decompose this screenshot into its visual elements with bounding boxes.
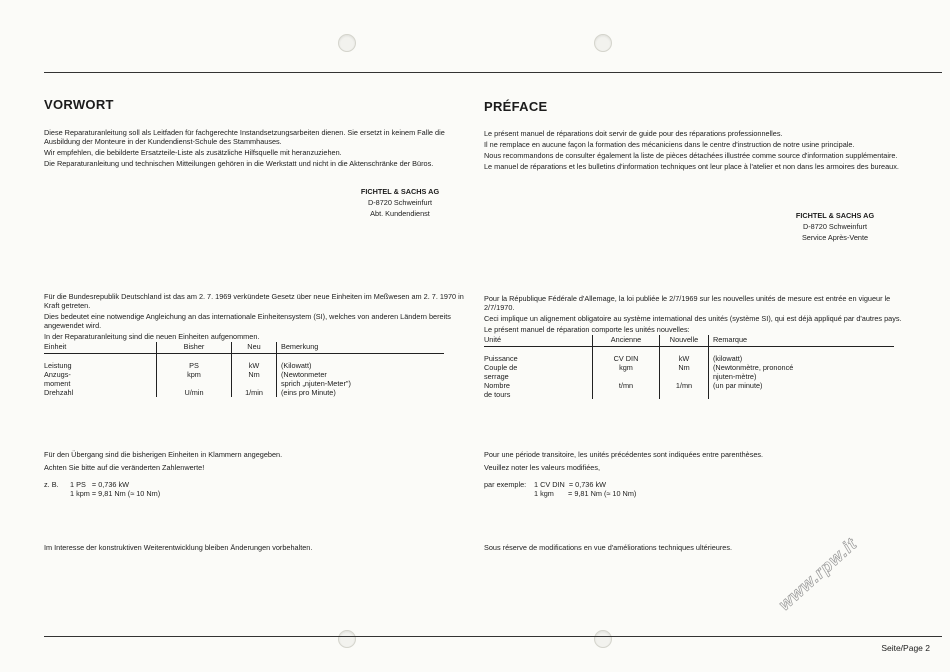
table-cell: Nm xyxy=(232,370,277,388)
transition-note: Veuillez noter les valeurs modifiées, xyxy=(484,463,600,472)
preface-paragraph: Diese Reparaturanleitung soll als Leitfaden für fachgerechte Instandsetzungsarbeiten dienen. Sie ersetzt in keinem Falle die Ausbildung der Monteure in der Kundendienst-Schule des Stammhauses. xyxy=(44,128,445,146)
table-header: Bisher xyxy=(157,342,232,354)
top-rule xyxy=(44,72,942,73)
table-cell: 1/min xyxy=(232,388,277,397)
preface-paragraph: Le manuel de réparations et les bulletins d'information techniques ont leur place à l'atelier et non dans les armoires des bureaux. xyxy=(484,162,899,171)
units-intro-paragraph: Dies bedeutet eine notwendige Angleichung an das internationale Einheitensystem (SI), welches von anderen Ländern bereits angewendet wird. xyxy=(44,312,451,330)
left-signature xyxy=(320,186,480,219)
binder-hole-bottom-left xyxy=(338,630,356,648)
table-header: Neu xyxy=(232,342,277,354)
table-cell: Couple de serrage xyxy=(484,363,518,381)
right-transition-section xyxy=(484,450,914,498)
table-cell: PS xyxy=(157,354,232,371)
units-table-fr xyxy=(484,335,894,399)
preface-paragraph: Le présent manuel de réparations doit servir de guide pour des réparations professionnelles. xyxy=(484,129,783,138)
binder-hole-top-right xyxy=(594,34,612,52)
bottom-rule xyxy=(44,636,942,637)
table-cell: kW xyxy=(660,347,709,364)
table-header: Bemerkung xyxy=(277,342,445,354)
right-column xyxy=(484,99,914,171)
page-number: Seite/Page 2 xyxy=(881,643,930,653)
preface-paragraph: Wir empfehlen, die bebilderte Ersatzteile-Liste als zusätzliche Hilfsquelle mit heranzuziehen. xyxy=(44,148,342,157)
company-name: FICHTEL & SACHS AG xyxy=(795,211,875,220)
company-name: FICHTEL & SACHS AG xyxy=(360,187,440,196)
example-block xyxy=(484,480,914,498)
table-row xyxy=(44,354,444,371)
company-address: D-8720 Schweinfurt xyxy=(367,198,433,207)
binder-hole-top-left xyxy=(338,34,356,52)
left-transition-section xyxy=(44,450,474,498)
table-cell: Anzugs- moment xyxy=(44,370,71,388)
left-column xyxy=(44,97,474,168)
right-footer-note: Sous réserve de modifications en vue d'améliorations techniques ultérieures. xyxy=(484,543,733,552)
transition-note: Pour une période transitoire, les unités précédentes sont indiquées entre parenthèses. xyxy=(484,450,764,459)
table-cell: kgm xyxy=(593,363,660,381)
table-header: Ancienne xyxy=(593,335,660,347)
preface-paragraph: Die Reparaturanleitung und technischen Mitteilungen gehören in die Werkstatt und nicht in die Aktenschränke der Büros. xyxy=(44,159,434,168)
right-units-section xyxy=(484,294,914,399)
table-cell: t/mn xyxy=(593,381,660,399)
example-block xyxy=(44,480,474,498)
watermark: www.rpw.it xyxy=(775,534,861,615)
units-intro-paragraph: Le présent manuel de réparation comporte les unités nouvelles: xyxy=(484,325,690,334)
units-intro-paragraph: In der Reparaturanleitung sind die neuen Einheiten aufgenommen. xyxy=(44,332,260,341)
preface-paragraph: Il ne remplace en aucune façon la formation des mécaniciens dans le centre d'instruction de notre usine principale. xyxy=(484,140,855,149)
units-intro-paragraph: Für die Bundesrepublik Deutschland ist das am 2. 7. 1969 verkündete Gesetz über neue Einheiten im Meßwesen am 2. 7. 1970 in Kraft getreten. xyxy=(44,292,464,310)
table-cell: (un par minute) xyxy=(709,381,895,399)
example-line: 1 CV DIN = 0,736 kW xyxy=(534,480,606,489)
table-header: Nouvelle xyxy=(660,335,709,347)
table-cell: Nombre de tours xyxy=(484,381,511,399)
table-row xyxy=(484,363,894,381)
units-table-de xyxy=(44,342,444,397)
heading-vorwort: VORWORT xyxy=(44,97,114,112)
left-units-section xyxy=(44,292,474,397)
table-header: Einheit xyxy=(44,342,157,354)
table-row xyxy=(44,388,444,397)
company-department: Service Après-Vente xyxy=(801,233,869,242)
example-label: par exemple: xyxy=(484,480,527,489)
transition-note: Achten Sie bitte auf die veränderten Zahlenwerte! xyxy=(44,463,205,472)
example-line: 1 kpm = 9,81 Nm (≈ 10 Nm) xyxy=(70,489,161,498)
example-line: 1 kgm = 9,81 Nm (≈ 10 Nm) xyxy=(534,489,637,498)
company-address: D-8720 Schweinfurt xyxy=(802,222,868,231)
table-cell: CV DIN xyxy=(593,347,660,364)
table-cell: Nm xyxy=(660,363,709,381)
heading-preface: PRÉFACE xyxy=(484,99,548,114)
table-header: Unité xyxy=(484,335,593,347)
example-label: z. B. xyxy=(44,480,59,489)
table-cell: U/min xyxy=(157,388,232,397)
table-cell: Puissance xyxy=(484,354,518,363)
binder-hole-bottom-right xyxy=(594,630,612,648)
table-cell: kpm xyxy=(157,370,232,388)
units-intro-paragraph: Pour la République Fédérale d'Allemage, la loi publiée le 2/7/1969 sur les nouvelles unités de mesure est entrée en vigueur le 2/7/1970. xyxy=(484,294,891,312)
table-cell: Drehzahl xyxy=(44,388,74,397)
table-cell: 1/mn xyxy=(660,381,709,399)
example-line: 1 PS = 0,736 kW xyxy=(70,480,130,489)
table-cell: Leistung xyxy=(44,361,72,370)
table-row xyxy=(44,370,444,388)
company-department: Abt. Kundendienst xyxy=(370,209,430,218)
table-cell: (Newtonmeter sprich „njuten-Meter") xyxy=(277,370,445,388)
table-row xyxy=(484,347,894,364)
table-header: Remarque xyxy=(709,335,895,347)
table-cell: kW xyxy=(232,354,277,371)
preface-paragraph: Nous recommandons de consulter également la liste de pièces détachées illustrée comme source d'information supplémentaire. xyxy=(484,151,898,160)
units-intro-paragraph: Ceci implique un alignement obligatoire au système international des unités (système SI), qui est déjà appliqué par d'autres pays. xyxy=(484,314,902,323)
table-cell: (Kilowatt) xyxy=(277,354,445,371)
table-cell: (kilowatt) xyxy=(709,347,895,364)
table-cell: (eins pro Minute) xyxy=(277,388,445,397)
right-signature xyxy=(755,210,915,243)
table-row xyxy=(484,381,894,399)
transition-note: Für den Übergang sind die bisherigen Einheiten in Klammern angegeben. xyxy=(44,450,283,459)
left-footer-note: Im Interesse der konstruktiven Weiterentwicklung bleiben Änderungen vorbehalten. xyxy=(44,543,313,552)
table-cell: (Newtonmètre, prononcé njuten-mètre) xyxy=(709,363,895,381)
